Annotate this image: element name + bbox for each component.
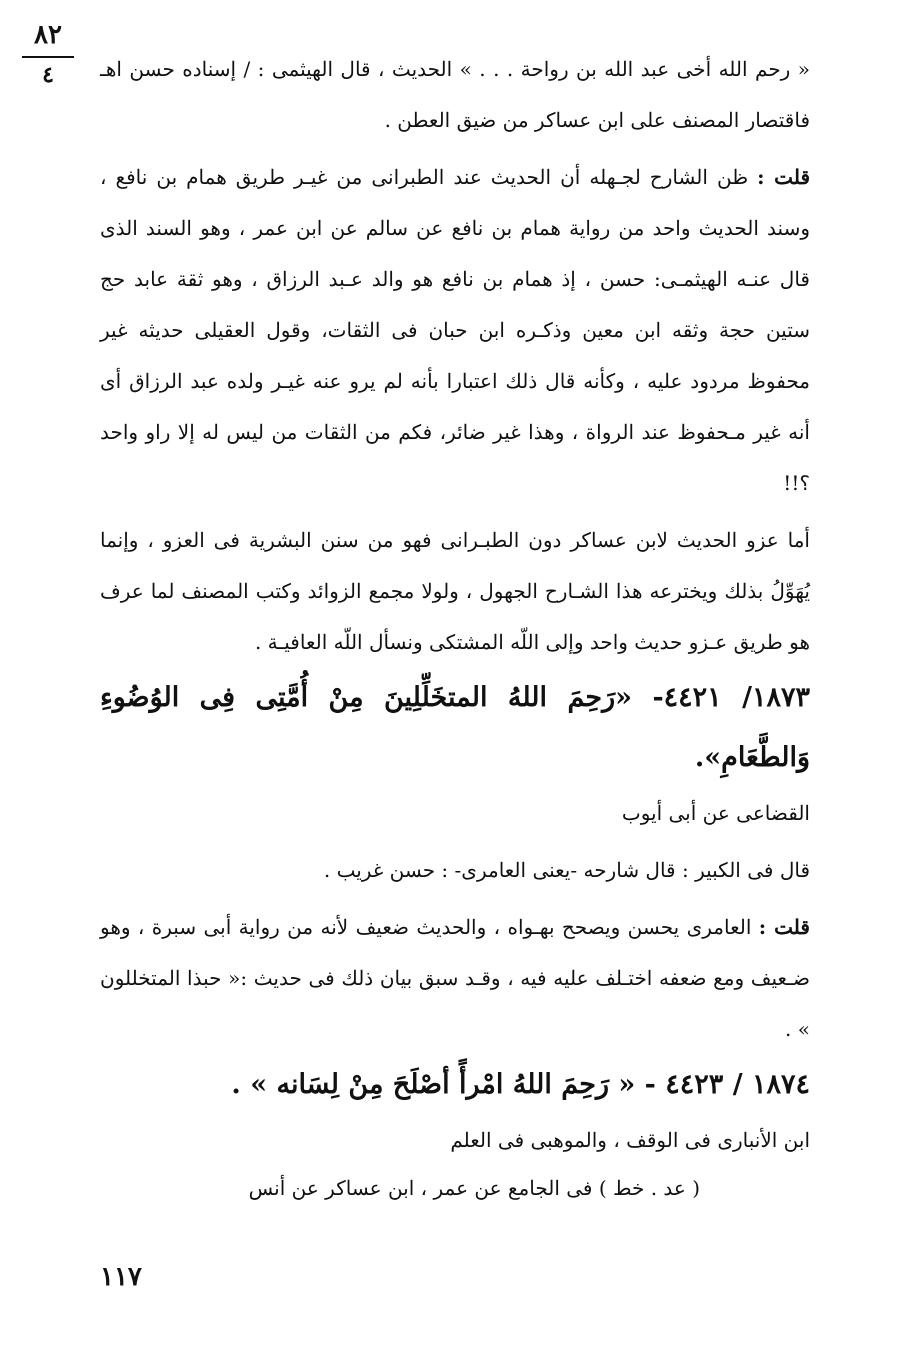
hadith-1874-source: ابن الأنبارى فى الوقف ، والموهبى فى العلم [450,1128,810,1152]
marker-divider [22,56,74,58]
hadith-1873-source: القضاعى عن أبى أيوب [621,801,810,825]
paragraph-qalt-2-text: العامرى يحسن ويصحح بهـواه ، والحديث ضعيف لأنه من رواية أبى سبرة ، وهو ضـعيف ومع ضعفه اختـلف عليه فيه ، وقـد سبق بيان ذلك فى حديث :« حبذا المتخللون » . [100,915,810,1041]
paragraph-qalt-1-text: ظن الشارح لجـهله أن الحديث عند الطبرانى من غيـر طريق همام بن نافع ، وسند الحديث واحد من رواية همام بن نافع عن سالم عن ابن عمر ، وهو السند الذى قال عنـه الهيثمـى: حسن ، إذ همام بن نافع هو والد عـبد الرزاق ، وهو ثقة عابد حج ستين حجة وثقه ابن معين وذكـره ابن حبان فى الثقات، وقول العقيلى حديثه غير محفوظ مردود عليه ، وكأنه قال ذلك اعتبارا بأنه لم يرو عنه غيـر ولده عبد الرزاق أى أنه غير مـحفوظ عند الرواة ، وهذا غير ضائر، فكم من الثقات من ليس له إلا راو واحد ؟!! [100,165,810,495]
paragraph-attribution: أما عزو الحديث لابن عساكر دون الطبـرانى فهو من سنن البشرية فى العزو ، وإنما يُهَوِّلُ بذلك ويخترعه هذا الشـارح الجهول ، ولولا مجمع الزوائد وكتب المصنف لما عرف هو طريق عـزو حديث واحد وإلى اللّه المشتكى ونسأل اللّه العافيـة . [100,528,810,654]
paragraph-qalt-2 [100,902,810,1055]
hadith-1874-heading: ١٨٧٤ / ٤٤٢٣ - « رَحِمَ اللهُ امْرأً أصْلَحَ مِنْ لِسَانه » . [231,1069,810,1100]
hadith-1873-heading: ١٨٧٣/ ٤٤٢١- «رَحِمَ اللهُ المتخَلِّلِينَ مِنْ أُمَّتِى فِى الوُضُوءِ وَالطَّعَامِ». [100,682,810,773]
qalt-label: قلت : [757,165,811,189]
marker-top-number: ٨٢ [34,20,62,50]
main-text [100,44,810,1166]
page-number: ١١٧ [100,1262,142,1292]
paragraph-qalt-1 [100,152,810,509]
marker-bottom-number: ٤ [42,62,54,88]
volume-page-marker [22,22,74,86]
hadith-1873-kabir: قال فى الكبير : قال شارحه -يعنى العامرى- : حسن غريب . [323,858,810,882]
paragraph-intro: « رحم الله أخى عبد الله بن رواحة . . . » الحديث ، قال الهيثمى : / إسناده حسن اهـ فاقتصار المصنف على ابن عساكر من ضيق العطن . [100,57,810,132]
qalt-label: قلت : [758,915,810,939]
footnote: ( عد . خط ) فى الجامع عن عمر ، ابن عساكر عن أنس [248,1176,700,1200]
